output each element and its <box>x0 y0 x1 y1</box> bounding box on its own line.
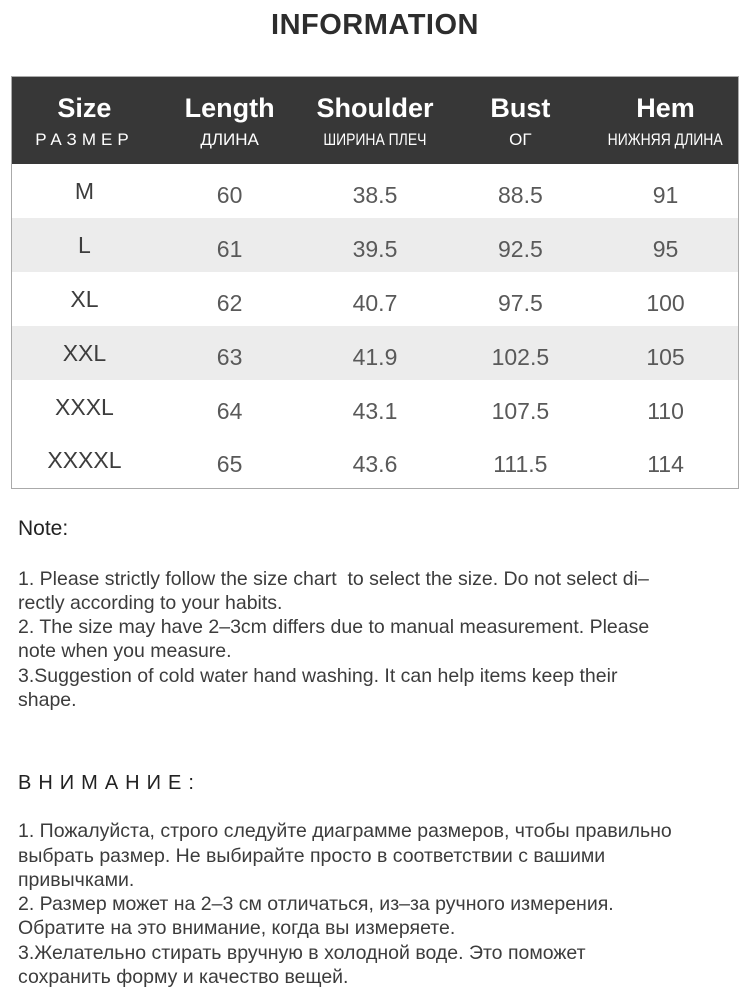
column-header-bust-ru: ОГ <box>509 130 532 149</box>
notes-english-heading: Note: <box>18 516 69 540</box>
note-line: Обратите на это внимание, когда вы измеряете. <box>18 917 456 940</box>
size-chart-table <box>11 76 739 489</box>
table-row-xxxxl <box>12 434 739 488</box>
cell-shoulder: 40.7 <box>352 289 398 316</box>
cell-size: XXXXL <box>47 447 122 474</box>
column-header-shoulder <box>302 77 447 165</box>
cell-length: 61 <box>216 235 243 262</box>
cell-shoulder: 39.5 <box>352 235 398 262</box>
cell-hem: 105 <box>646 343 685 370</box>
cell-size: XXL <box>62 339 107 366</box>
column-header-length-en: Length <box>184 93 275 123</box>
cell-size: XL <box>70 285 99 312</box>
note-line: 1. Пожалуйста, строго следуйте диаграмме размеров, чтобы правильно <box>18 820 672 843</box>
column-header-shoulder-en: Shoulder <box>316 93 434 123</box>
cell-size: XXXL <box>55 393 114 420</box>
table-row-xl <box>12 272 739 326</box>
notes-russian-heading: ВНИМАНИЕ: <box>18 772 201 795</box>
column-header-bust-en: Bust <box>490 93 551 123</box>
column-header-hem-en: Hem <box>636 93 695 123</box>
cell-bust: 92.5 <box>497 235 543 262</box>
cell-size: L <box>78 231 91 258</box>
column-header-length <box>157 77 302 165</box>
cell-hem: 114 <box>647 451 684 478</box>
column-header-hem-ru: НИЖНЯЯ ДЛИНА <box>608 130 724 149</box>
cell-length: 60 <box>216 181 243 208</box>
cell-length: 62 <box>216 289 243 316</box>
note-line: note when you measure. <box>18 640 232 663</box>
note-line: 1. Please strictly follow the size chart to select the size. Do not select di– <box>18 567 649 590</box>
cell-shoulder: 43.6 <box>352 451 398 478</box>
cell-bust: 111.5 <box>493 451 548 478</box>
note-line: 2. The size may have 2–3cm differs due to manual measurement. Please <box>18 616 650 639</box>
column-header-size <box>12 77 157 165</box>
table-row-m <box>12 164 739 218</box>
cell-bust: 97.5 <box>497 289 543 316</box>
cell-bust: 102.5 <box>491 343 550 370</box>
size-chart-header-row <box>12 77 739 165</box>
column-header-length-ru: ДЛИНА <box>200 130 259 149</box>
note-line: 3.Желательно стирать вручную в холодной воде. Это поможет <box>18 941 586 964</box>
page-title: INFORMATION <box>271 9 479 41</box>
cell-length: 65 <box>216 451 243 478</box>
note-line: выбрать размер. Не выбирайте просто в соответствии с вашими <box>18 844 606 867</box>
note-line: shape. <box>18 688 77 711</box>
column-header-size-en: Size <box>57 93 112 123</box>
cell-hem: 95 <box>652 235 679 262</box>
note-line: привычками. <box>18 868 135 891</box>
cell-hem: 100 <box>646 289 685 316</box>
notes-russian-text <box>18 819 732 989</box>
column-header-size-ru: РАЗМЕР <box>35 130 134 149</box>
cell-hem: 110 <box>647 397 684 424</box>
cell-length: 63 <box>216 343 243 370</box>
note-line: 3.Suggestion of cold water hand washing. It can help items keep their <box>18 664 618 687</box>
notes-russian-section <box>18 772 732 989</box>
column-header-shoulder-ru: ШИРИНА ПЛЕЧ <box>323 130 427 149</box>
cell-length: 64 <box>216 397 243 424</box>
table-row-xxl <box>12 326 739 380</box>
note-line: 2. Размер может на 2–3 см отличаться, из–за ручного измерения. <box>18 893 614 916</box>
cell-size: M <box>74 177 95 204</box>
column-header-bust <box>448 77 593 165</box>
note-line: сохранить форму и качество вещей. <box>18 966 349 989</box>
notes-english-text <box>18 567 732 713</box>
cell-shoulder: 38.5 <box>352 181 398 208</box>
cell-shoulder: 41.9 <box>352 343 398 370</box>
column-header-hem <box>593 77 738 165</box>
notes-english-section <box>18 517 732 713</box>
table-row-l <box>12 218 739 272</box>
cell-bust: 88.5 <box>497 181 543 208</box>
cell-bust: 107.5 <box>491 397 550 424</box>
cell-shoulder: 43.1 <box>352 397 398 424</box>
cell-hem: 91 <box>652 181 679 208</box>
note-line: rectly according to your habits. <box>18 591 283 614</box>
table-row-xxxl <box>12 380 739 434</box>
